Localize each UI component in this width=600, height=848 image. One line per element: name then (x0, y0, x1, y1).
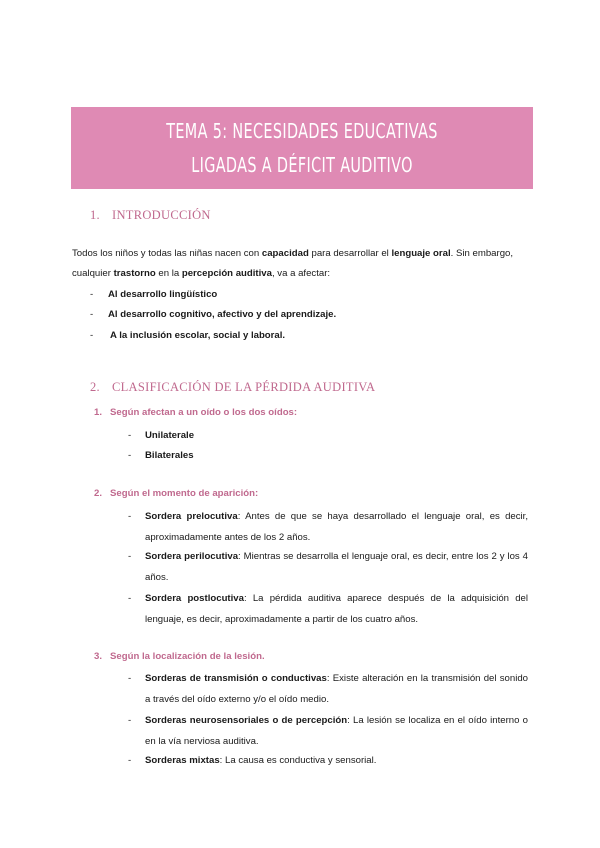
list-item (128, 445, 528, 466)
list-item (128, 425, 528, 446)
description: : Existe alteración en la transmisión del sonido a través del oído externo y/o el oído medio. (145, 673, 528, 705)
intro-text: Todos los niños y todas las niñas nacen con (72, 248, 262, 259)
title-banner (71, 107, 533, 189)
dash-bullet: - (128, 450, 132, 461)
intro-text: . Sin embargo, cualquier (72, 248, 514, 279)
list-item (128, 668, 528, 710)
subsection-label: Según el momento de aparición: (110, 488, 259, 499)
intro-bold-lenguaje: lenguaje oral (391, 248, 451, 259)
subsection-number: 2. (94, 488, 103, 499)
description: : La lesión se localiza en el oído interno o en la vía nerviosa auditiva. (145, 715, 529, 747)
term: Unilaterale (145, 430, 195, 441)
page-title: TEMA 5: NECESIDADES EDUCATIVAS LIGADAS A DÉFICIT AUDITIVO (166, 119, 438, 177)
dash-bullet: - (128, 430, 132, 441)
subsection-label: Según afectan a un oído o los dos oídos: (110, 407, 298, 418)
list-item (128, 750, 528, 771)
list-item-text: Al desarrollo cognitivo, afectivo y del aprendizaje. (108, 309, 337, 320)
section-title: INTRODUCCIÓN (111, 208, 211, 222)
section-number: 1. (90, 208, 100, 222)
term: Sorderas neurosensoriales o de percepción (145, 715, 348, 726)
list-item-text: Al desarrollo lingüístico (108, 289, 218, 300)
intro-text: para desarrollar el (308, 248, 392, 259)
list-item (128, 710, 528, 752)
dash-bullet: - (128, 755, 132, 766)
intro-bold-trastorno: trastorno (113, 268, 156, 279)
term: Sorderas de transmisión o conductivas (145, 673, 327, 684)
dash-bullet: - (90, 309, 94, 320)
intro-text: en la (155, 268, 182, 279)
dash-bullet: - (128, 511, 132, 522)
intro-paragraph (72, 244, 532, 284)
dash-bullet: - (90, 330, 94, 341)
intro-bold-capacidad: capacidad (261, 248, 309, 259)
description: : La causa es conductiva y sensorial. (219, 755, 377, 766)
intro-bold-percepcion: percepción auditiva (181, 268, 272, 279)
dash-bullet: - (128, 715, 132, 726)
subsection-heading (94, 651, 265, 662)
intro-text: , va a afectar: (271, 268, 331, 279)
subsection-heading (94, 407, 297, 418)
description: : Mientras se desarrolla el lenguaje oral, es decir, entre los 2 y los 4 años. (145, 551, 528, 583)
list-item-text: A la inclusión escolar, social y laboral. (110, 330, 286, 341)
list-item (128, 506, 528, 548)
description: : Antes de que se haya desarrollado el lenguaje oral, es decir, aproximadamente antes de los 2 años. (145, 511, 529, 543)
subsection-label: Según la localización de la lesión. (110, 651, 265, 662)
term: Sorderas mixtas (145, 755, 220, 766)
list-item (128, 588, 528, 630)
dash-bullet: - (128, 673, 132, 684)
section-title: CLASIFICACIÓN DE LA PÉRDIDA AUDITIVA (111, 380, 376, 394)
section-heading-clasificacion (90, 380, 375, 395)
subsection-number: 1. (94, 407, 103, 418)
subsection-number: 3. (94, 651, 103, 662)
term: Bilaterales (145, 450, 194, 461)
section-number: 2. (90, 380, 100, 394)
term: Sordera perilocutiva (145, 551, 239, 562)
section-heading-introduccion (90, 208, 211, 223)
dash-bullet: - (128, 551, 132, 562)
description: : La pérdida auditiva aparece después de la adquisición del lenguaje, es decir, aproximadamente a partir de los cuatro años. (145, 593, 529, 625)
subsection-heading (94, 488, 258, 499)
list-item (128, 546, 528, 588)
dash-bullet: - (90, 289, 94, 300)
term: Sordera postlocutiva (145, 593, 244, 604)
dash-bullet: - (128, 593, 132, 604)
term: Sordera prelocutiva (145, 511, 238, 522)
